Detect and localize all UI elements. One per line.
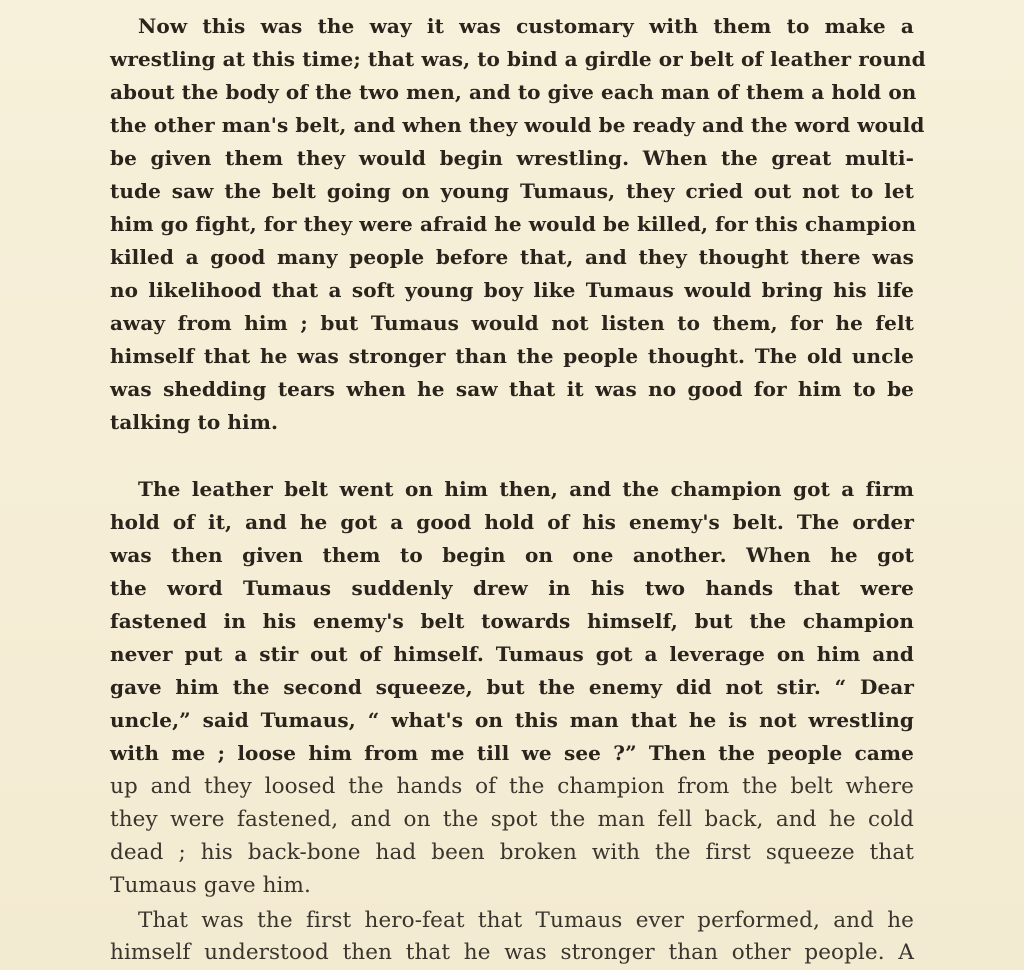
text-line: That was the first hero-feat that Tumaus ever performed, and he xyxy=(138,908,914,933)
text-line: wrestling at this time; that was, to bind a girdle or belt of leather round xyxy=(110,47,926,71)
text-line: talking to him. xyxy=(110,410,279,434)
text-line: away from him ; but Tumaus would not listen to them, for he felt xyxy=(110,311,914,335)
text-line: uncle,” said Tumaus, “ what's on this man that he is not wrestling xyxy=(110,708,914,732)
text-line: dead ; his back-bone had been broken with the first squeeze that xyxy=(110,840,914,865)
text-line: Tumaus gave him. xyxy=(110,873,311,898)
text-line: Now this was the way it was customary with them to make a xyxy=(138,14,914,38)
text-line: was shedding tears when he saw that it was no good for him to be xyxy=(110,377,914,401)
text-line: about the body of the two men, and to give each man of them a hold on xyxy=(110,80,917,104)
text-line: fastened in his enemy's belt towards himself, but the champion xyxy=(110,609,914,633)
text-line: tude saw the belt going on young Tumaus, they cried out not to let xyxy=(110,179,914,203)
text-line: with me ; loose him from me till we see ?” Then the people came xyxy=(110,741,914,765)
text-line: gave him the second squeeze, but the enemy did not stir. “ Dear xyxy=(110,675,914,699)
text-line: himself understood then that he was stronger than other people. A xyxy=(110,940,914,965)
text-line: was then given them to begin on one another. When he got xyxy=(110,543,914,567)
text-line: him go fight, for they were afraid he would be killed, for this champion xyxy=(110,212,917,236)
text-line: hold of it, and he got a good hold of his enemy's belt. The order xyxy=(110,510,914,534)
text-line: they were fastened, and on the spot the man fell back, and he cold xyxy=(110,807,914,832)
text-line: up and they loosed the hands of the champion from the belt where xyxy=(110,774,914,799)
text-line: never put a stir out of himself. Tumaus got a leverage on him and xyxy=(110,642,914,666)
text-line: himself that he was stronger than the people thought. The old uncle xyxy=(110,344,914,368)
text-line: The leather belt went on him then, and the champion got a firm xyxy=(138,477,914,501)
text-line: killed a good many people before that, and they thought there was xyxy=(110,245,914,269)
text-line: the word Tumaus suddenly drew in his two hands that were xyxy=(110,576,914,600)
text-line: the other man's belt, and when they would be ready and the word would xyxy=(110,113,925,137)
text-line: no likelihood that a soft young boy like Tumaus would bring his life xyxy=(110,278,914,302)
text-line: be given them they would begin wrestling. When the great multi- xyxy=(110,146,914,170)
